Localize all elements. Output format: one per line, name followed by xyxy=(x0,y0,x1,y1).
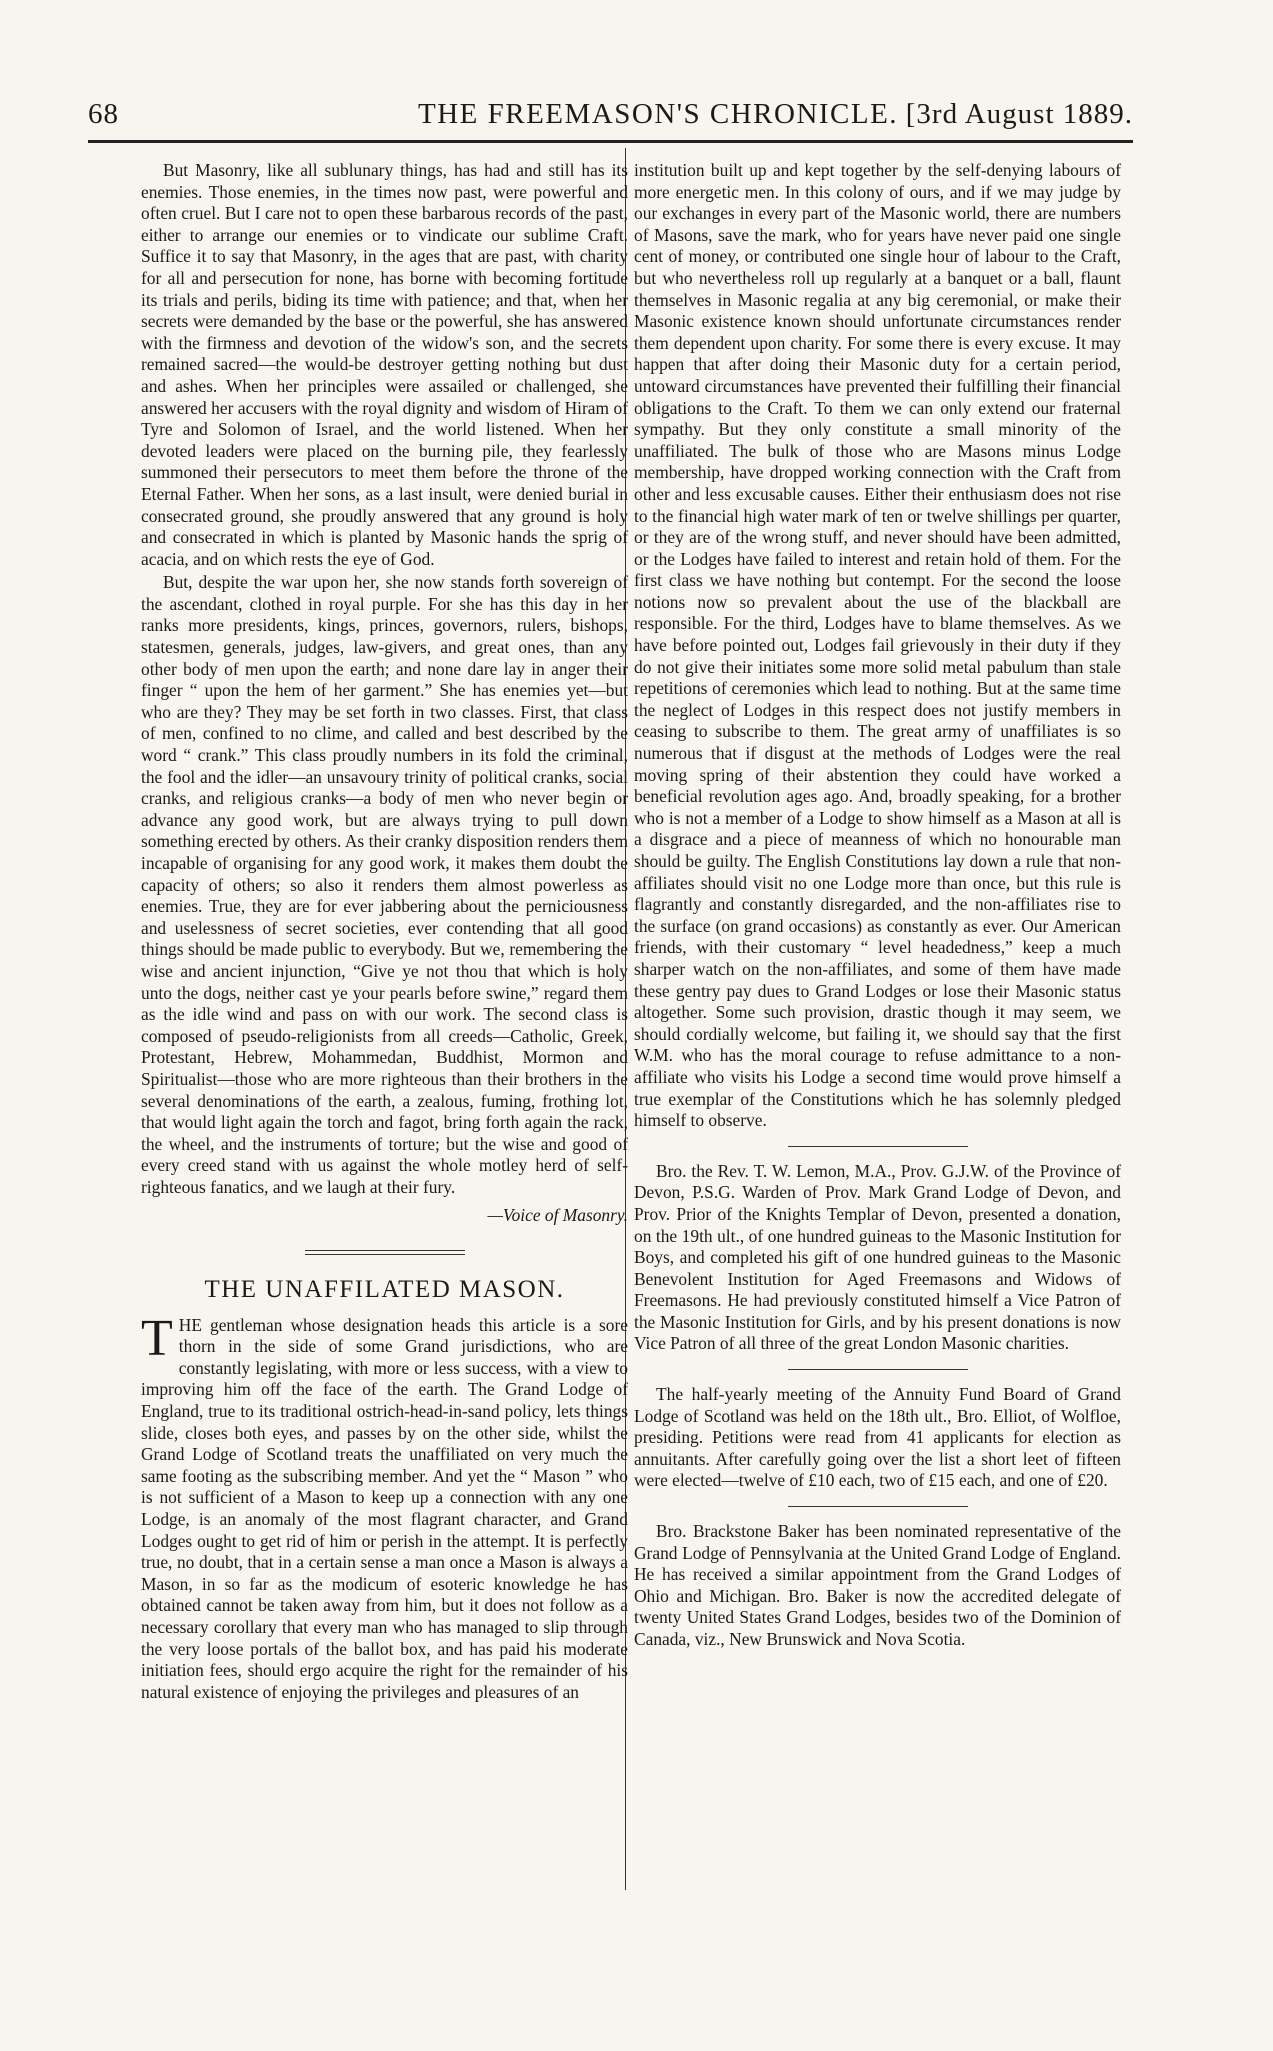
page-number: 68 xyxy=(88,98,119,130)
issue-date: [3rd August 1889. xyxy=(905,98,1133,130)
right-column xyxy=(634,160,1121,1653)
news-item: Bro. the Rev. T. W. Lemon, M.A., Prov. G.J.W. of the Province of Devon, P.S.G. Warden of Prov. Mark Grand Lodge of Devon, and Prov. Prior of the Knights Templar of Devon, presented a donation, on the 19th ult., of one hundred guineas to the Masonic Institution for Boys, and completed his gift of one hundred guineas to the Masonic Benevolent Institution for Aged Freemasons and Widows of Freemasons. He had previously constituted himself a Vice Patron of the Masonic Institution for Girls, and by his present donations is now Vice Patron of all three of the great London Masonic charities. xyxy=(634,1160,1121,1354)
left-column xyxy=(141,160,628,1705)
page-header xyxy=(88,98,1133,138)
article-signature: —Voice of Masonry. xyxy=(487,1204,628,1225)
news-item: Bro. Brackstone Baker has been nominated representative of the Grand Lodge of Pennsylvania at the United Grand Lodge of England. He has received a similar appointment from the Grand Lodges of Ohio and Michigan. Bro. Baker is now the accredited delegate of twenty United States Grand Lodges, besides two of the Dominion of Canada, viz., New Brunswick and Nova Scotia. xyxy=(634,1521,1121,1649)
section-separator xyxy=(788,1506,968,1507)
section-separator xyxy=(788,1369,968,1370)
article-paragraph: But, despite the war upon her, she now stands forth sovereign of the ascendant, clothed in royal purple. For she has this day in her ranks more presidents, kings, princes, governors, rulers, bishops, statesmen, generals, judges, law-givers, and great ones, than any other body of men upon the earth; and none dare lay in anger their finger “ upon the hem of her garment.” She has enemies yet—but who are they? They may be set forth in two classes. First, that class of men, confined to no clime, and called and best described by the word “ crank.” This class proudly numbers in its fold the criminal, the fool and the idler—an unsavoury trinity of political cranks, social cranks, and religious cranks—a body of men who never begin or advance any good work, but are always trying to pull down something erected by others. As their cranky disposition renders them incapable of organising for any good work, it makes them doubt the capacity of others; so also it renders them almost powerless as enemies. True, they are for ever jabbering about the perniciousness and uselessness of secret societies, ever contending that all good things should be made public to everybody. But we, remembering the wise and ancient injunction, “Give ye not thou that which is holy unto the dogs, neither cast ye your pearls before swine,” regard them as the idle wind and pass on with our work. The second class is composed of pseudo-religionists from all creeds—Catholic, Greek, Protestant, Hebrew, Mohammedan, Buddhist, Mormon and Spiritualist—those who are more righteous than their brothers in the several denominations of the earth, a zealous, fuming, frothing lot, that would light again the torch and fagot, bring forth again the rack, the wheel, and the instruments of torture; but the wise and good of every creed stand with us against the whole motley herd of self-righteous fanatics, and we laugh at their fury. xyxy=(141,572,628,1197)
news-item: The half-yearly meeting of the Annuity Fund Board of Grand Lodge of Scotland was held on the 18th ult., Bro. Elliot, of Wolfloe, presiding. Petitions were read from 41 applicants for election as annuitants. After carefully going over the list a short leet of fifteen were elected—twelve of £10 each, two of £15 each, and one of £20. xyxy=(634,1384,1121,1491)
article-paragraph xyxy=(141,1309,628,1704)
article-paragraph: But Masonry, like all sublunary things, has had and still has its enemies. Those enemies, in the times now past, were powerful and often cruel. But I care not to open these barbarous records of the past, either to arrange our enemies or to vindicate our sublime Craft. Suffice it to say that Masonry, in the ages that are past, with charity for all and persecution for none, has borne with becoming fortitude its trials and perils, biding its time with patience; and that, when her secrets were demanded by the base or the powerful, she has answered with the firmness and devotion of the widow's son, and the secrets remained sacred—the would-be destroyer getting nothing but dust and ashes. When her principles were assailed or challenged, she answered her accusers with the royal dignity and wisdom of Hiram of Tyre and Solomon of Israel, and the world listened. When her devoted leaders were placed on the burning pile, they fearlessly summoned their persecutors to meet them before the throne of the Eternal Father. When her sons, as a last insult, were denied burial in consecrated ground, she proudly answered that any ground is holy and consecrated in which is planted by Masonic hands the sprig of acacia, and on which rests the eye of God. xyxy=(141,160,628,569)
drop-cap: T xyxy=(141,1309,173,1367)
article-text: HE gentleman whose designation heads this article is a sore thorn in the side of some Grand jurisdictions, who are constantly legislating, with more or less success, with a view to improving him off the face of the earth. The Grand Lodge of England, true to its traditional ostrich-head-in-sand policy, lets things slide, closes both eyes, and passes by on the other side, whilst the Grand Lodge of Scotland treats the unaffiliated on very much the same footing as the subscribing member. And yet the “ Mason ” who is not sufficient of a Mason to keep up a connection with any one Lodge, is an anomaly of the most flagrant character, and Grand Lodges ought to get rid of him or perish in the attempt. It is perfectly true, no doubt, that in a certain sense a man once a Mason is always a Mason, in so far as the modicum of esoteric knowledge he has obtained cannot be taken away from him, but it does not follow as a necessary corollary that every man who has managed to slip through the very loose portals of the ballot box, and has paid his moderate initiation fees, should ergo acquire the right for the remainder of his natural existence of enjoying the privileges and pleasures of an xyxy=(141,1314,628,1702)
article-paragraph: institution built up and kept together by the self-denying labours of more energetic men. In this colony of ours, and if we may judge by our exchanges in every part of the Masonic world, there are numbers of Masons, save the mark, who for years have never paid one single cent of money, or contributed one single hour of labour to the Craft, but who nevertheless roll up regularly at a banquet or a ball, flaunt themselves in Masonic regalia at any big ceremonial, or make their Masonic existence known should unfortunate circumstances render them dependent upon charity. For some there is every excuse. It may happen that after doing their Masonic duty for a certain period, untoward circumstances have prevented their fulfilling their financial obligations to the Craft. To them we can only extend our fraternal sympathy. But they only constitute a small minority of the unaffiliated. The bulk of those who are Masons minus Lodge membership, have dropped working connection with the Craft from other and less excusable causes. Either their enthusiasm does not rise to the financial high water mark of ten or twelve shillings per quarter, or they are of the wrong stuff, and never should have been admitted, or the Lodges have failed to interest and retain hold of them. For the first class we have nothing but contempt. For the second the loose notions now so prevalent about the use of the blackball are responsible. For the third, Lodges have to blame themselves. As we have before pointed out, Lodges fail grievously in their duty if they do not give their initiates some more solid metal pabulum than stale repetitions of ceremonies which lead to nothing. But at the same time the neglect of Lodges in this respect does not justify members in ceasing to subscribe to them. The great army of unaffiliates is so numerous that if disgust at the methods of Lodges were the real moving spring of their abstention they could have worked a beneficial revolution ages ago. And, broadly speaking, for a brother who is not a member of a Lodge to show himself as a Mason at all is a disgrace and a piece of meanness of which no honourable man should be guilty. The English Constitutions lay down a rule that non-affiliates should visit no one Lodge more than once, but this rule is flagrantly and constantly disregarded, and the non-affiliates rise to the surface (on grand occasions) as constantly as ever. Our American friends, with their customary “ level headedness,” keep a much sharper watch on the non-affiliates, and some of them have made these gentry pay dues to Grand Lodges or lose their Masonic status altogether. Some such provision, drastic though it may seem, we should cordially welcome, but failing it, we should say that the first W.M. who has the moral courage to refuse admittance to a non-affiliate who visits his Lodge a second time would prove himself a true exemplar of the Constitutions which he has solemnly pledged himself to observe. xyxy=(634,160,1121,1131)
publication-title: THE FREEMASON'S CHRONICLE. xyxy=(418,98,899,130)
section-heading: THE UNAFFILATED MASON. xyxy=(204,1276,565,1304)
section-separator xyxy=(788,1146,968,1147)
header-rule xyxy=(88,140,1133,143)
section-separator xyxy=(305,1250,465,1255)
